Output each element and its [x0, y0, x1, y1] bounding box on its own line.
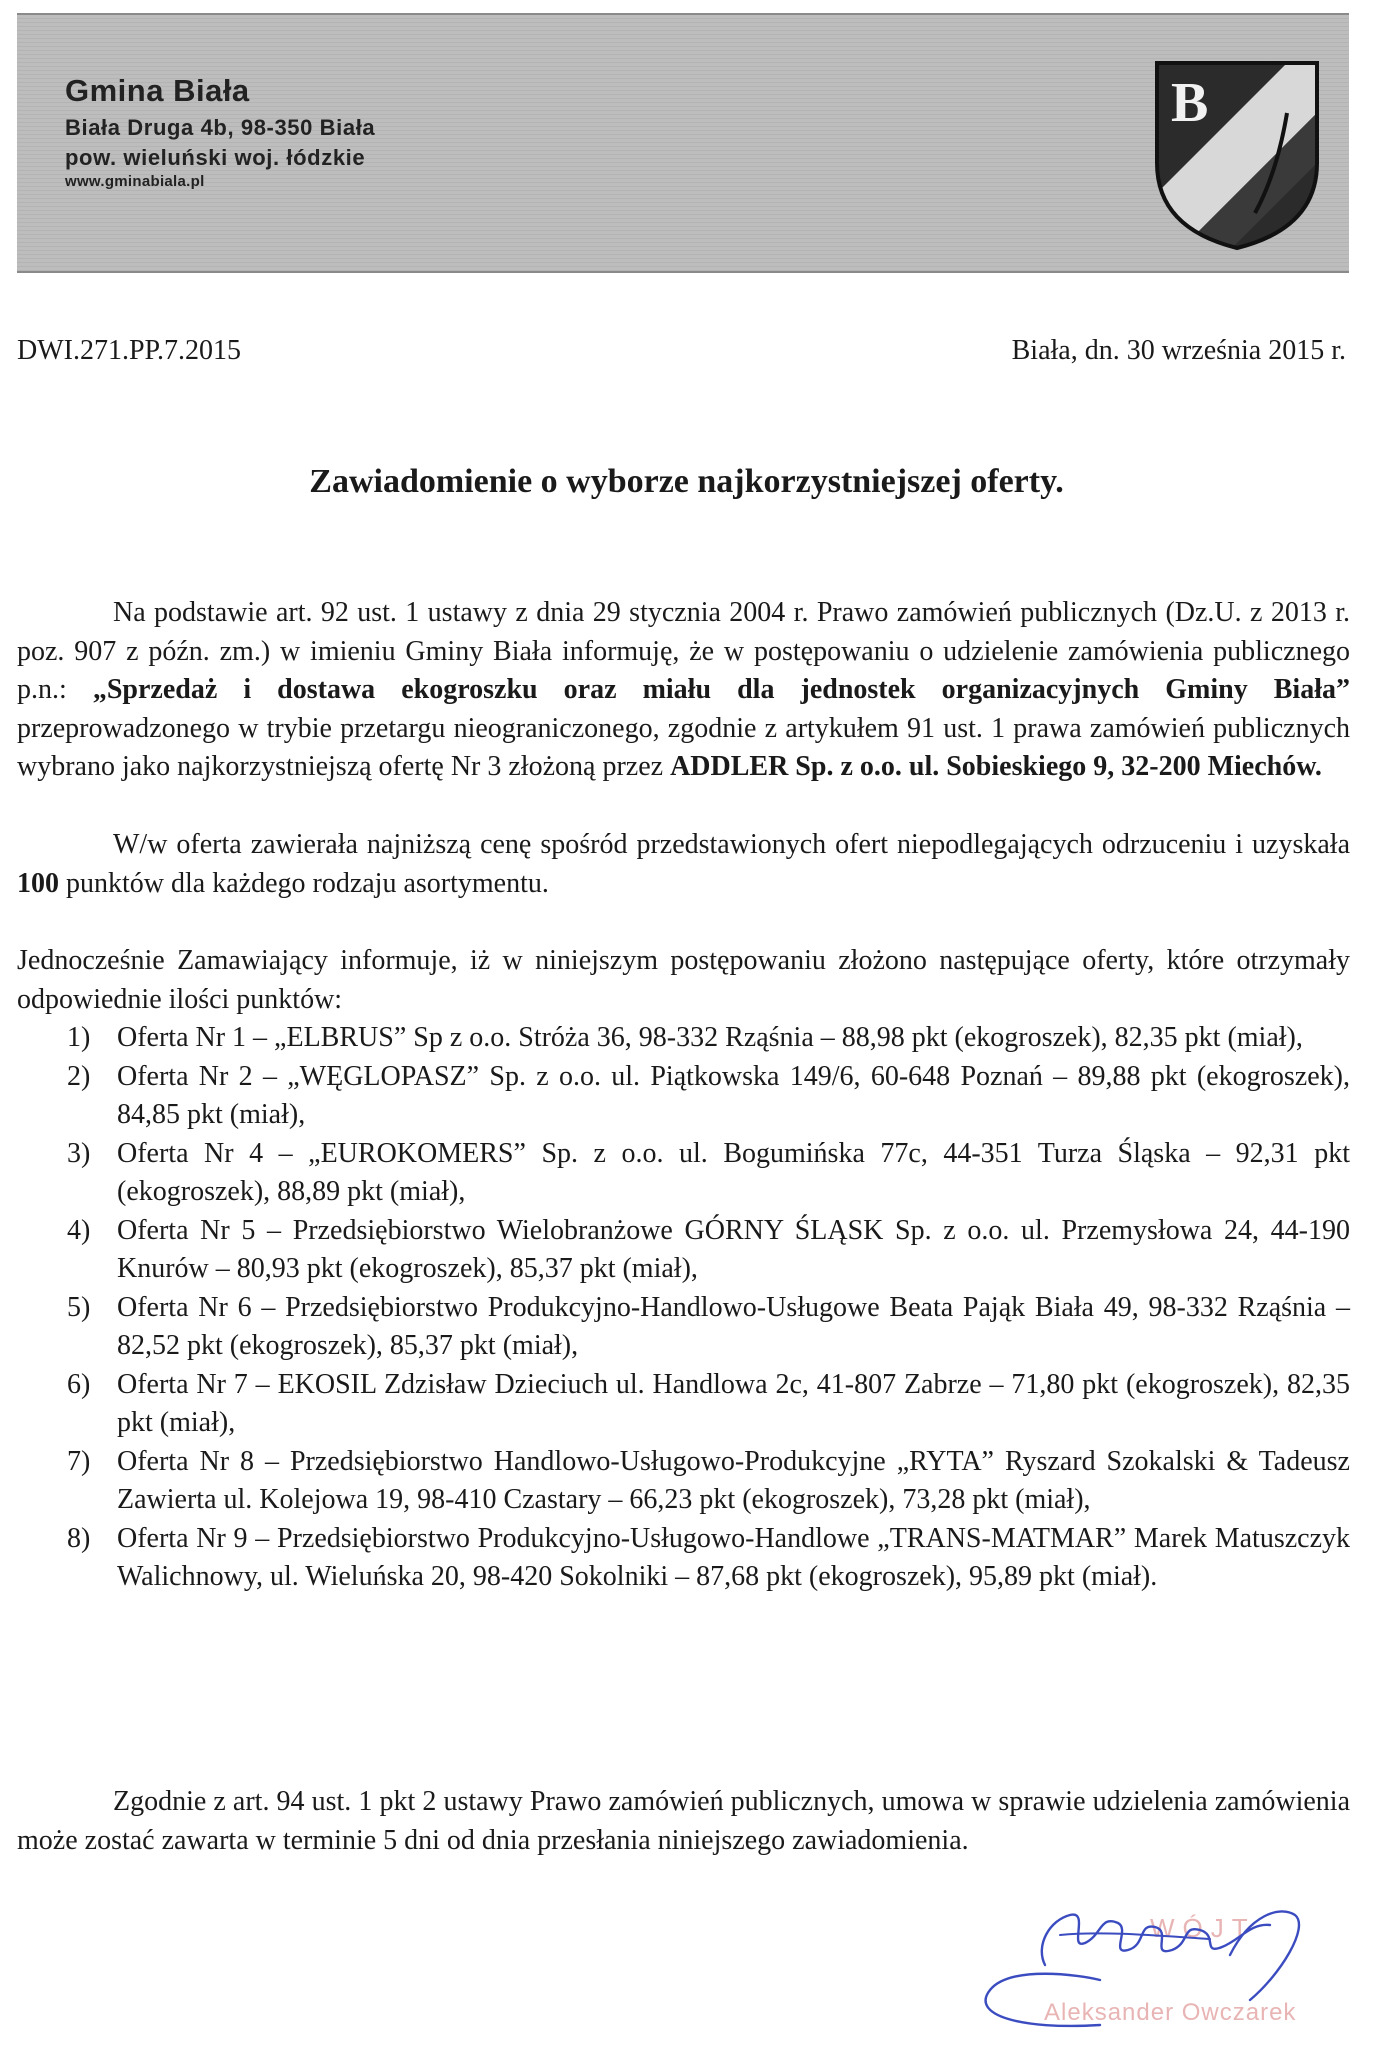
list-item [17, 1443, 1350, 1520]
list-item-text: Oferta Nr 6 – Przedsiębiorstwo Produkcyjno-Handlowo-Usługowe Beata Pająk Biała 49, 98-332 Rząśnia – 82,52 pkt (ekogroszek), 85,37 pkt (miał), [117, 1291, 1350, 1361]
document-date: Biała, dn. 30 września 2015 r. [1011, 335, 1346, 366]
list-item-text: Oferta Nr 9 – Przedsiębiorstwo Produkcyjno-Usługowo-Handlowe „TRANS-MATMAR” Marek Matuszczyk Walichnowy, ul. Wieluńska 20, 98-420 Sokolniki – 87,68 pkt (ekogroszek), 95,89 pkt (miał). [117, 1522, 1350, 1592]
stamp-name: Aleksander Owczarek [1044, 1999, 1297, 2026]
crest-letter: B [1171, 72, 1209, 134]
tender-name: „Sprzedaż i dostawa ekogroszku oraz miału dla jednostek organizacyjnych Gminy Biała” [92, 674, 1350, 705]
signature-icon [950, 1895, 1330, 2035]
municipality-district: pow. wieluński woj. łódzkie [65, 145, 366, 170]
municipality-name: Gmina Biała [65, 73, 250, 108]
list-item [17, 1366, 1350, 1443]
paragraph-justification-text-1: W/w oferta zawierała najniższą cenę spośród przedstawionych ofert niepodlegających odrzuceniu i uzyskała [113, 829, 1350, 860]
list-item-text: Oferta Nr 4 – „EUROKOMERS” Sp. z o.o. ul. Bogumińska 77c, 44-351 Turza Śląska – 92,31 pkt (ekogroszek), 88,89 pkt (miał), [117, 1137, 1350, 1207]
paragraph-decision-text-2: przeprowadzonego w trybie przetargu nieograniczonego, zgodnie z artykułem 91 ust. 1 prawa zamówień publicznych wybrano jako najkorzystniejszą ofertę Nr 3 złożoną przez [17, 712, 1350, 782]
paragraph-decision [17, 594, 1350, 787]
document-reference: DWI.271.PP.7.2015 [17, 335, 242, 366]
paragraph-contract-term: Zgodnie z art. 94 ust. 1 pkt 2 ustawy Prawo zamówień publicznych, umowa w sprawie udzielenia zamówienia może zostać zawarta w terminie 5 dni od dnia przesłania niniejszego zawiadomienia. [17, 1786, 1350, 1856]
municipality-website: www.gminabiala.pl [65, 173, 205, 190]
list-item-number: 3) [67, 1137, 91, 1169]
list-item [17, 1019, 1350, 1058]
letterhead [17, 13, 1349, 273]
paragraph-justification-text-2: punktów dla każdego rodzaju asortymentu. [59, 867, 549, 899]
list-item [17, 1289, 1350, 1366]
list-item-text: Oferta Nr 8 – Przedsiębiorstwo Handlowo-Usługowo-Produkcyjne „RYTA” Ryszard Szokalski & Tadeusz Zawierta ul. Kolejowa 19, 98-410 Czastary – 66,23 pkt (ekogroszek), 73,28 pkt (miał), [117, 1445, 1350, 1515]
list-item [17, 1520, 1350, 1597]
stamp-title: WÓJT [1150, 1913, 1256, 1943]
list-item-number: 5) [67, 1291, 91, 1323]
list-item-text: Oferta Nr 7 – EKOSIL Zdzisław Dzieciuch ul. Handlowa 2c, 41-807 Zabrze – 71,80 pkt (ekogroszek), 82,35 pkt (miał), [117, 1368, 1350, 1438]
list-item-text: Oferta Nr 5 – Przedsiębiorstwo Wielobranżowe GÓRNY ŚLĄSK Sp. z o.o. ul. Przemysłowa 24, 44-190 Knurów – 80,93 pkt (ekogroszek), 85,37 pkt (miał), [117, 1214, 1350, 1284]
list-item-text: Oferta Nr 2 – „WĘGLOPASZ” Sp. z o.o. ul. Piątkowska 149/6, 60-648 Poznań – 89,88 pkt (ekogroszek), 84,85 pkt (miał), [117, 1060, 1350, 1130]
coat-of-arms-icon [1137, 53, 1337, 253]
winning-score: 100 [17, 867, 59, 899]
winning-bidder: ADDLER Sp. z o.o. ul. Sobieskiego 9, 32-200 Miechów. [670, 751, 1322, 782]
list-item [17, 1212, 1350, 1289]
list-item-number: 1) [67, 1022, 91, 1053]
list-item-text: Oferta Nr 1 – „ELBRUS” Sp z o.o. Stróża 36, 98-332 Rząśnia – 88,98 pkt (ekogroszek), 82,35 pkt (miał), [117, 1022, 1303, 1053]
list-item-number: 6) [67, 1368, 91, 1400]
list-item [17, 1058, 1350, 1135]
document-title: Zawiadomienie o wyborze najkorzystniejszej oferty. [309, 463, 1064, 500]
letterhead-text [65, 73, 375, 190]
list-item-number: 8) [67, 1522, 91, 1554]
offers-list [17, 1019, 1350, 1597]
paragraph-decision-text-1: Na podstawie art. 92 ust. 1 ustawy z dnia 29 stycznia 2004 r. Prawo zamówień publicznych (Dz.U. z 2013 r. poz. 907 z późn. zm.) w imieniu Gminy Biała informuję, że w postępowaniu o udzielenie zamówienia publicznego p.n.: [17, 597, 1350, 705]
list-item-number: 2) [67, 1060, 91, 1092]
list-item-number: 4) [67, 1214, 91, 1246]
paragraph-offers-intro: Jednocześnie Zamawiający informuje, iż w niniejszym postępowaniu złożono następujące oferty, które otrzymały odpowiednie ilości punktów: [17, 945, 1350, 1015]
list-item-number: 7) [67, 1445, 91, 1477]
paragraph-justification [17, 826, 1350, 903]
municipality-address: Biała Druga 4b, 98-350 Biała [65, 115, 376, 140]
list-item [17, 1135, 1350, 1212]
